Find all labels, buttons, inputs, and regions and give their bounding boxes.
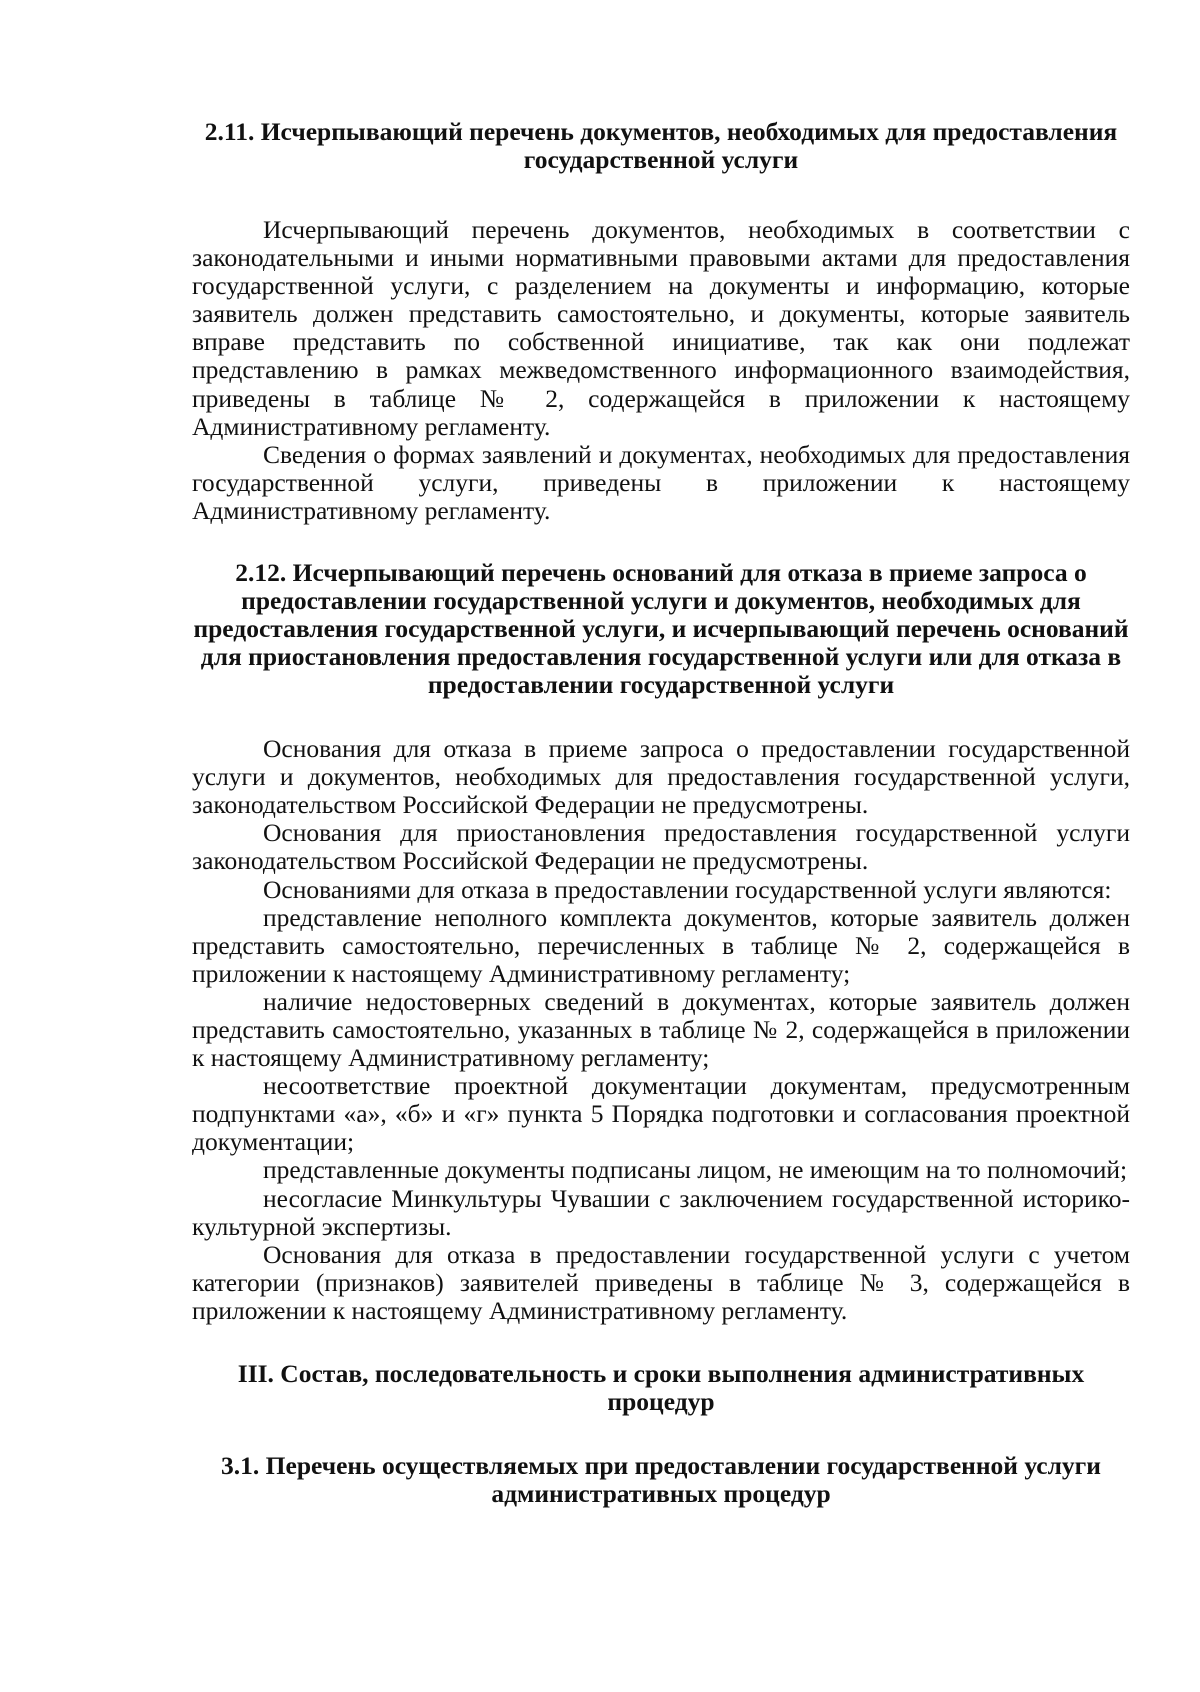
section-2-12-paragraph: Основания для отказа в предоставлении государственной услуги с учетом категории (признаков) заявителей приведены в таблице № 3, содержащейся в приложении к настоящему Административному регламенту.	[192, 1239, 1130, 1325]
section-2-12-paragraph: Основания для отказа в приеме запроса о предоставлении государственной услуги и документов, необходимых для предоставления государственной услуги, законодательством Российской Федерации не предусмотрены.	[192, 734, 1130, 820]
section-2-11-heading: 2.11. Исчерпывающий перечень документов, необходимых для предоставления государственной услуги	[204, 117, 1118, 174]
refusal-ground-item: несоответствие проектной документации документам, предусмотренным подпунктами «а», «б» и «г» пункта 5 Порядка подготовки и согласования проектной документации;	[192, 1071, 1130, 1157]
section-2-12-heading: 2.12. Исчерпывающий перечень оснований для отказа в приеме запроса о предоставлении государственной услуги и документов, необходимых для предоставления государственной услуги, и исчерпывающий перечень оснований для приостановления предоставления государственной услуги или для отказа в предоставлении государственной услуги	[193, 558, 1129, 700]
section-2-12-paragraph: Основания для приостановления предоставления государственной услуги законодательством Российской Федерации не предусмотрены.	[192, 818, 1130, 876]
section-2-12-paragraph: Основаниями для отказа в предоставлении государственной услуги являются:	[263, 874, 1112, 904]
section-3-1-heading: 3.1. Перечень осуществляемых при предоставлении государственной услуги административных процедур	[221, 1451, 1101, 1508]
refusal-ground-item: несогласие Минкультуры Чувашии с заключением государственной историко-культурной экспертизы.	[192, 1183, 1130, 1241]
section-2-11-paragraph: Исчерпывающий перечень документов, необходимых в соответствии с законодательными и иными нормативными правовыми актами для предоставления государственной услуги, с разделением на документы и информацию, которые заявитель должен представить самостоятельно, и документы, которые заявитель вправе представить по собственной инициативе, так как они подлежат представлению в рамках межведомственного информационного взаимодействия, приведены в таблице № 2, содержащейся в приложении к настоящему Административному регламенту.	[192, 215, 1130, 441]
refusal-ground-item: наличие недостоверных сведений в документах, которые заявитель должен представить самостоятельно, указанных в таблице № 2, содержащейся в приложении к настоящему Административному регламенту;	[192, 986, 1130, 1073]
refusal-ground-item: представление неполного комплекта документов, которые заявитель должен представить самостоятельно, перечисленных в таблице № 2, содержащейся в приложении к настоящему Административному регламенту;	[192, 902, 1130, 988]
document-page	[192, 118, 1130, 1508]
part-3-heading: III. Состав, последовательность и сроки выполнения административных процедур	[237, 1359, 1085, 1416]
section-2-11-paragraph: Сведения о формах заявлений и документах, необходимых для предоставления государственной услуги, приведены в приложении к настоящему Административному регламенту.	[192, 439, 1130, 525]
refusal-ground-item: представленные документы подписаны лицом, не имеющим на то полномочий;	[263, 1155, 1128, 1185]
